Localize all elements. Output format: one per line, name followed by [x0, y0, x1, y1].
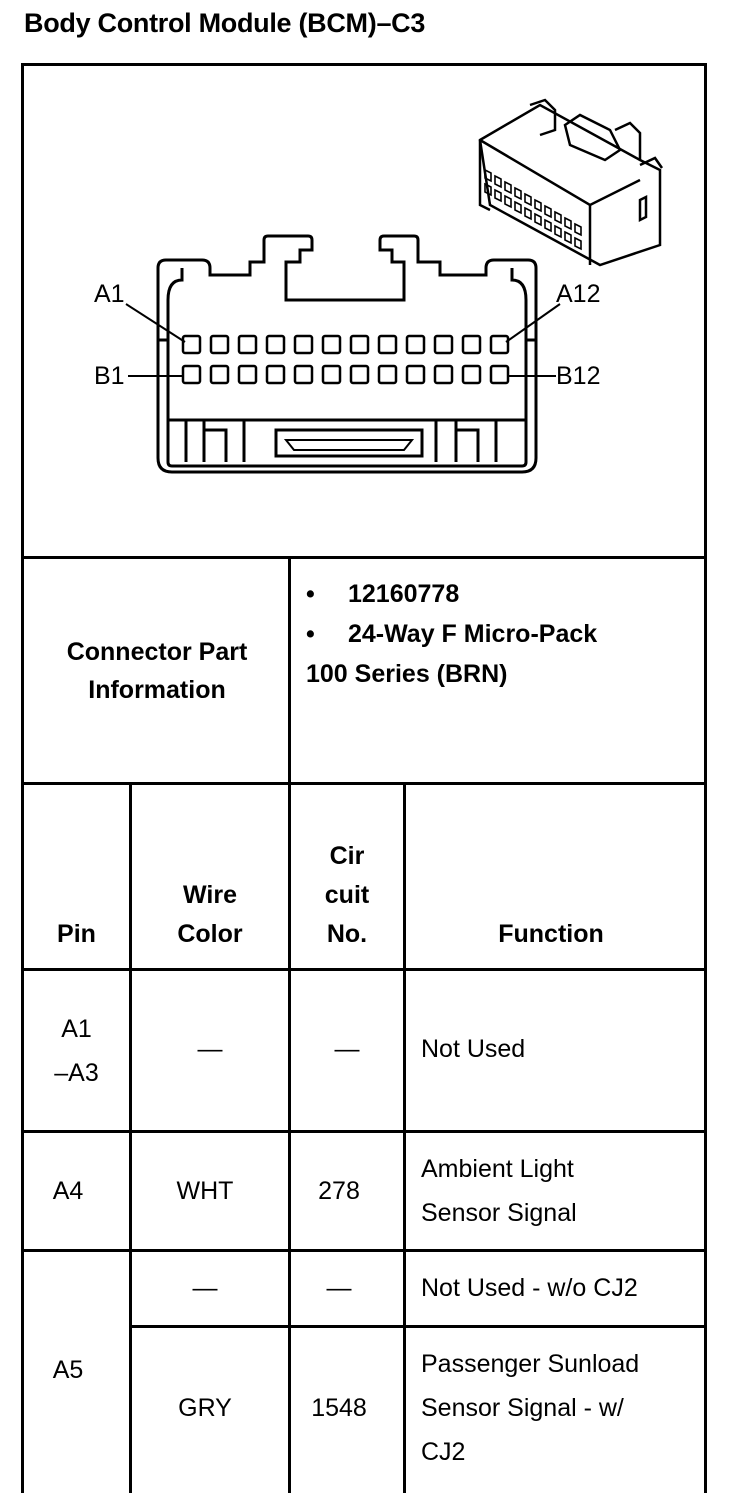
header-wire-color: Wire Color [177, 881, 243, 948]
table-row-circuit: — [334, 1035, 360, 1063]
connector-diagram [24, 66, 704, 556]
table-row-wire: WHT [176, 1177, 234, 1205]
connector-info-label-line2: Information [88, 676, 226, 704]
page-title: Body Control Module (BCM)–C3 [24, 8, 426, 38]
table-row-circuit: — [326, 1274, 352, 1302]
pin-label-b12: B12 [556, 362, 601, 390]
pin-label-b1: B1 [94, 362, 125, 390]
header-pin: Pin [57, 920, 96, 948]
table-row-function: Not Used - w/o CJ2 [421, 1274, 638, 1302]
table-row-pin: A1 –A3 [54, 1014, 99, 1087]
header-circuit-no: Cir cuit No. [324, 842, 370, 948]
table-row-wire: GRY [178, 1394, 232, 1422]
table-row-function: Not Used [421, 1035, 526, 1063]
table-row-wire: — [197, 1035, 223, 1063]
pin-label-a12: A12 [556, 280, 601, 308]
table-row-circuit: 1548 [311, 1394, 367, 1422]
connector-front-view [126, 236, 560, 472]
table-row-circuit: 278 [318, 1177, 360, 1205]
connector-info-list [306, 574, 597, 694]
table-row-wire: — [192, 1274, 218, 1302]
connector-iso-view [480, 100, 662, 265]
pin-label-a1: A1 [94, 280, 125, 308]
table-row-function: Ambient Light Sensor Signal [421, 1155, 577, 1227]
connector-info-item: • 12160778 [306, 580, 460, 608]
connector-info-label-line1: Connector Part [66, 638, 248, 666]
table-row-function: Passenger Sunload Sensor Signal - w/ CJ2 [421, 1350, 640, 1466]
table-row-pin: A4 [52, 1177, 84, 1205]
connector-info-item: • 24-Way F Micro-Pack [306, 620, 598, 648]
connector-info-label [24, 560, 290, 782]
pin-cavities [183, 336, 508, 383]
divider [21, 1249, 707, 1252]
header-function: Function [498, 920, 604, 948]
table-row-pin: A5 [52, 1356, 84, 1384]
divider [21, 556, 707, 559]
connector-info-continuation: 100 Series (BRN) [306, 660, 508, 688]
